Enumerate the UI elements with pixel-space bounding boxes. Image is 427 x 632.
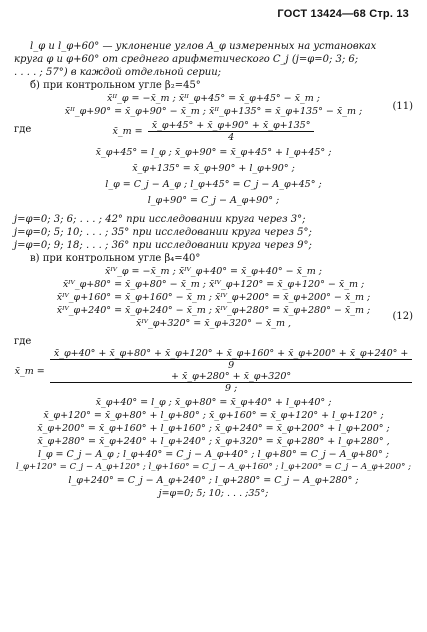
page-header: ГОСТ 13424—68 Стр. 13 xyxy=(277,8,409,20)
where-1-fraction xyxy=(148,120,315,143)
block-2-line-5: l_φ = C_j − A_φ ; l_φ+40° = C_j − A_φ+40° ; l_φ+80° = C_j − A_φ+80° ; xyxy=(38,449,389,460)
where-2-block xyxy=(14,336,413,394)
equation-11-number: (11) xyxy=(392,101,413,112)
where-1-denominator: 4 xyxy=(228,132,235,143)
series-line-3: j=φ=0; 9; 18; . . . ; 36° при исследовании круга через 9°; xyxy=(14,240,312,251)
block-2-line-2: x̄_φ+120° = x̄_φ+80° + l_φ+80° ; x̄_φ+160° = x̄_φ+120° + l_φ+120° ; xyxy=(43,410,384,421)
intro-line-2: круга φ и φ+60° от среднего арифметического C_j (j=φ=0; 3; 6; xyxy=(14,54,359,65)
block-2-line-3: x̄_φ+200° = x̄_φ+160° + l_φ+160° ; x̄_φ+240° = x̄_φ+200° + l_φ+200° ; xyxy=(37,423,390,434)
intro-line-3: . . . . ; 57°) в каждой отдельной серии; xyxy=(14,67,222,78)
where-2-denominator: 9 ; xyxy=(224,383,238,394)
equation-11 xyxy=(14,92,413,118)
block-1-line-2: x̄_φ+135° = x̄_φ+90° + l_φ+90° ; xyxy=(132,163,295,174)
equation-12-line-5: x̄ᴵⱽ_φ+320° = x̄_φ+320° − x̄_m , xyxy=(135,318,292,329)
where-2-numerator-top: x̄_φ+40° + x̄_φ+80° + x̄_φ+120° + x̄_φ+160° + x̄_φ+200° + x̄_φ+240° + xyxy=(50,348,413,360)
where-2-label: где xyxy=(14,336,32,347)
page-content xyxy=(14,40,413,500)
equation-12-line-1: x̄ᴵⱽ_φ = −x̄_m ; x̄ᴵⱽ_φ+40° = x̄_φ+40° − x̄_m ; xyxy=(105,266,322,277)
where-2-numerator-bottom: + x̄_φ+280° + x̄_φ+320° xyxy=(50,371,413,383)
block-2-line-7: l_φ+240° = C_j − A_φ+240° ; l_φ+280° = C_j − A_φ+280° ; xyxy=(68,475,359,486)
block-2-line-8: j=φ=0; 5; 10; . . . ;35°; xyxy=(158,488,269,499)
equation-12-line-3: x̄ᴵⱽ_φ+160° = x̄_φ+160° − x̄_m ; x̄ᴵⱽ_φ+200° = x̄_φ+200° − x̄_m ; xyxy=(56,292,371,303)
block-1-line-1: x̄_φ+45° = l_φ ; x̄_φ+90° = x̄_φ+45° + l_φ+45° ; xyxy=(95,147,332,158)
block-2-line-6: l_φ+120° = C_j − A_φ+120° ; l_φ+160° = C_j − A_φ+160° ; l_φ+200° = C_j − A_φ+200° ; xyxy=(15,462,412,472)
equation-12-line-2: x̄ᴵⱽ_φ+80° = x̄_φ+80° − x̄_m ; x̄ᴵⱽ_φ+120° = x̄_φ+120° − x̄_m ; xyxy=(62,279,365,290)
where-2-inner-denominator: 9 xyxy=(228,360,235,371)
where-1-label: где xyxy=(14,124,32,135)
section-b-label: б) при контрольном угле β₂=45° xyxy=(30,80,201,91)
equation-12-line-4: x̄ᴵⱽ_φ+240° = x̄_φ+240° − x̄_m ; x̄ᴵⱽ_φ+280° = x̄_φ+280° − x̄_m ; xyxy=(56,305,371,316)
section-v-label: в) при контрольном угле β₄=40° xyxy=(30,253,201,264)
equation-12 xyxy=(14,265,413,330)
block-2-line-4: x̄_φ+280° = x̄_φ+240° + l_φ+240° ; x̄_φ+320° = x̄_φ+280° + l_φ+280° , xyxy=(37,436,390,447)
block-2-line-1: x̄_φ+40° = l_φ ; x̄_φ+80° = x̄_φ+40° + l_φ+40° ; xyxy=(95,397,332,408)
equation-11-line-2: x̄ᴵᴵ_φ+90° = x̄_φ+90° − x̄_m ; x̄ᴵᴵ_φ+135° = x̄_φ+135° − x̄_m ; xyxy=(64,106,363,117)
intro-line-1: l_φ и l_φ+60° — уклонение углов A_φ измеренных на установках xyxy=(30,41,377,52)
equation-11-line-1: x̄ᴵᴵ_φ = −x̄_m ; x̄ᴵᴵ_φ+45° = x̄_φ+45° − x̄_m ; xyxy=(107,93,320,104)
where-1-block xyxy=(14,120,413,143)
where-2-lhs: x̄_m = xyxy=(14,365,45,377)
block-1-line-4: l_φ+90° = C_j − A_φ+90° ; xyxy=(147,195,280,206)
where-1-numerator: x̄_φ+45° + x̄_φ+90° + x̄_φ+135° xyxy=(148,120,315,132)
equation-12-number: (12) xyxy=(392,311,413,322)
series-line-2: j=φ=0; 5; 10; . . . ; 35° при исследовании круга через 5°; xyxy=(14,227,312,238)
where-1-lhs: x̄_m = xyxy=(112,126,143,137)
block-1-line-3: l_φ = C_j − A_φ ; l_φ+45° = C_j − A_φ+45° ; xyxy=(105,179,322,190)
series-line-1: j=φ=0; 3; 6; . . . ; 42° при исследовании круга через 3°; xyxy=(14,214,306,225)
where-2-fraction xyxy=(50,348,413,394)
